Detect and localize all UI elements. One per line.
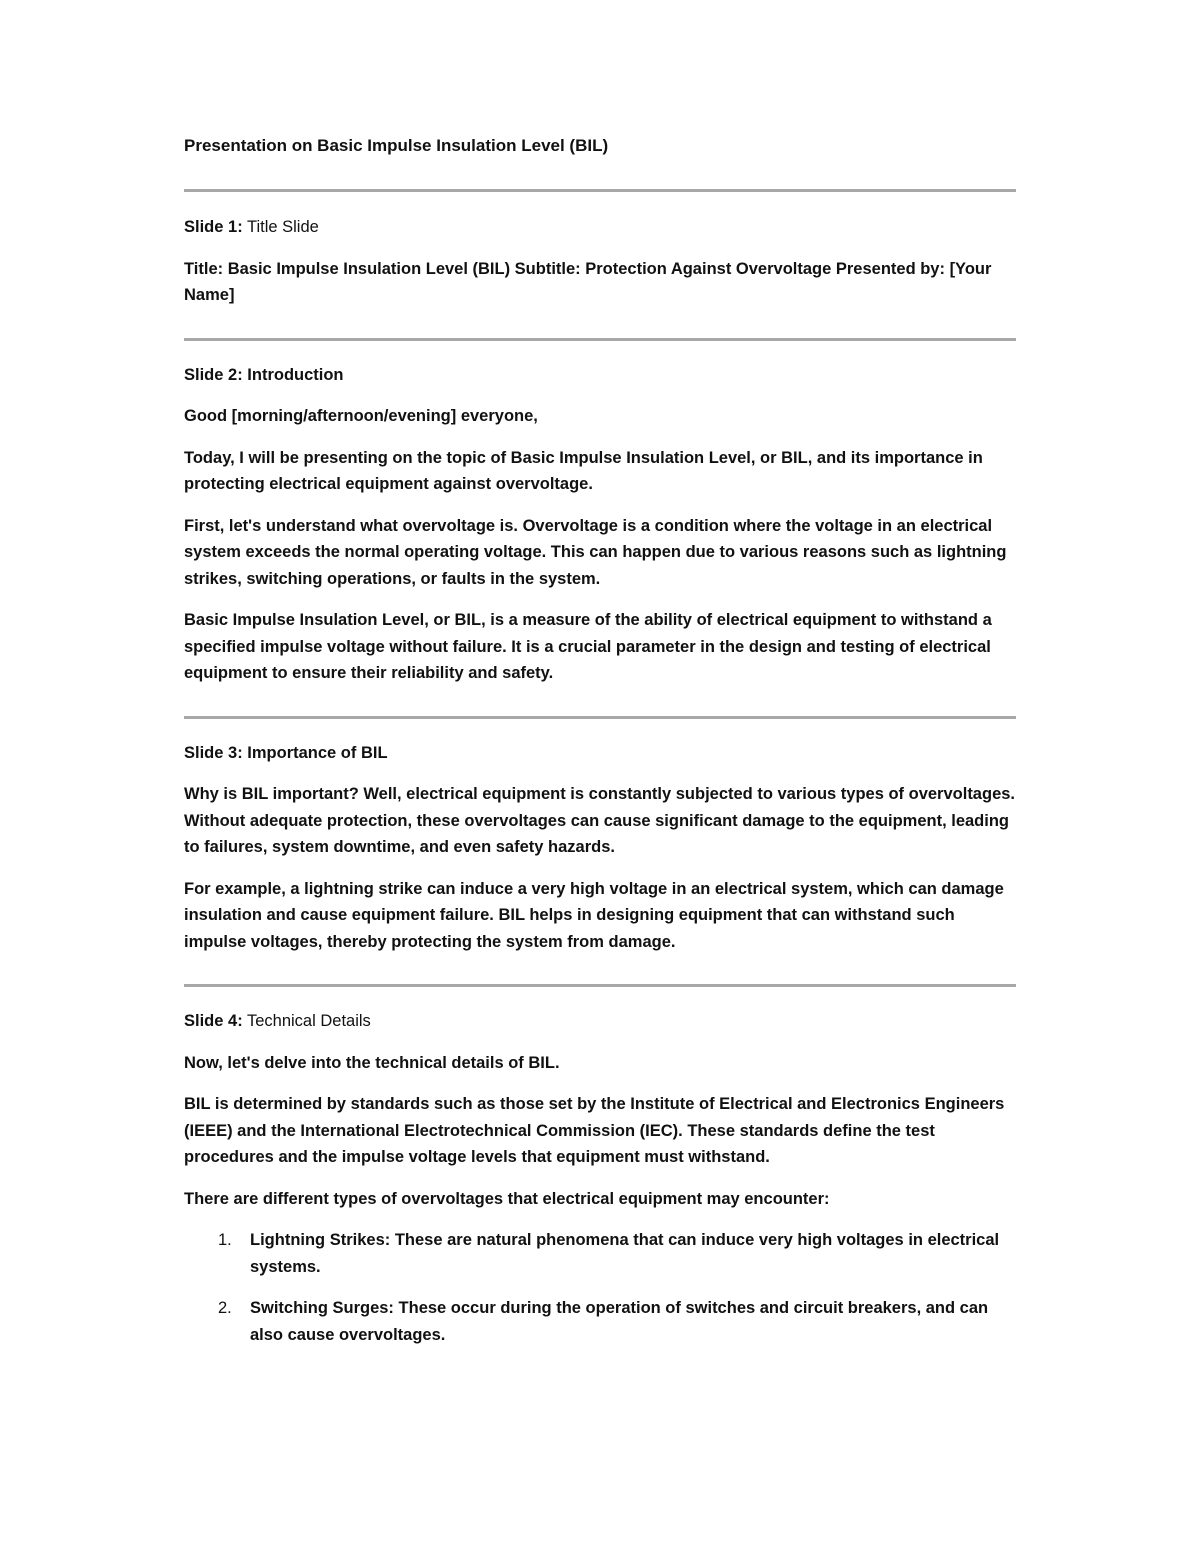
slide-2-label: Slide 2: xyxy=(184,365,243,384)
slide-1-section xyxy=(184,214,1016,309)
slide-4-heading xyxy=(184,1008,1016,1035)
list-item xyxy=(184,1227,1016,1280)
slide-4-name: Technical Details xyxy=(246,1012,371,1030)
slide-3-heading xyxy=(184,740,1016,767)
list-item-text: These occur during the operation of switches and circuit breakers, and can also cause overvoltages. xyxy=(250,1299,989,1344)
document-title: Presentation on Basic Impulse Insulation Level (BIL) xyxy=(184,136,609,155)
list-item-term: Switching Surges: xyxy=(250,1299,394,1317)
slide-3-paragraph-1: Why is BIL important? Well, electrical equipment is constantly subjected to various types of overvoltages. Without adequate protection, these overvoltages can cause significant damage to the equipment, leading to failures, system downtime, and even safety hazards. xyxy=(184,785,1016,856)
slide-4-label: Slide 4: xyxy=(184,1012,243,1030)
slide-2-heading xyxy=(184,362,1016,389)
list-item-term: Lightning Strikes: xyxy=(250,1231,391,1249)
slide-2-name: Introduction xyxy=(247,365,344,384)
slide-4-paragraph-1: Now, let's delve into the technical details of BIL. xyxy=(184,1053,560,1072)
slide-3-name: Importance of BIL xyxy=(247,743,388,762)
slide-4-paragraph-2: BIL is determined by standards such as those set by the Institute of Electrical and Electronics Engineers (IEEE) and the International Electrotechnical Commission (IEC). These standards define the test procedures and the impulse voltage levels that equipment must withstand. xyxy=(184,1095,1005,1166)
slide-2-paragraph-2: Today, I will be presenting on the topic of Basic Impulse Insulation Level, or BIL, and its importance in protecting electrical equipment against overvoltage. xyxy=(184,448,983,493)
slide-1-label: Slide 1: xyxy=(184,218,243,236)
list-item-number: 1. xyxy=(218,1231,232,1249)
slide-1-heading xyxy=(184,214,1016,241)
slide-4-paragraph-3: There are different types of overvoltages that electrical equipment may encounter: xyxy=(184,1189,830,1208)
slide-3-label: Slide 3: xyxy=(184,743,243,762)
slide-2-paragraph-1: Good [morning/afternoon/evening] everyone, xyxy=(184,407,538,425)
slide-2-section xyxy=(184,362,1016,687)
slide-3-section xyxy=(184,740,1016,956)
slide-3-paragraph-2: For example, a lightning strike can induce a very high voltage in an electrical system, which can damage insulation and cause equipment failure. BIL helps in designing equipment that can withstand such impulse voltages, thereby protecting the system from damage. xyxy=(184,879,1004,951)
list-item xyxy=(184,1295,1016,1348)
slide-1-paragraph-1: Title: Basic Impulse Insulation Level (BIL) Subtitle: Protection Against Overvoltage Presented by: [Your Name] xyxy=(184,259,992,304)
slide-4-section xyxy=(184,1008,1016,1348)
slide-1-name: Title Slide xyxy=(246,218,319,236)
document-page xyxy=(184,133,1016,1363)
slide-2-paragraph-4: Basic Impulse Insulation Level, or BIL, is a measure of the ability of electrical equipment to withstand a specified impulse voltage without failure. It is a crucial parameter in the design and testing of electrical equipment to ensure their reliability and safety. xyxy=(184,611,992,682)
list-item-number: 2. xyxy=(218,1299,232,1317)
overvoltage-types-list xyxy=(184,1227,1016,1348)
list-item-text: These are natural phenomena that can induce very high voltages in electrical systems. xyxy=(250,1231,1000,1276)
slide-2-paragraph-3: First, let's understand what overvoltage is. Overvoltage is a condition where the voltage in an electrical system exceeds the normal operating voltage. This can happen due to various reasons such as lightning strikes, switching operations, or faults in the system. xyxy=(184,516,1007,588)
